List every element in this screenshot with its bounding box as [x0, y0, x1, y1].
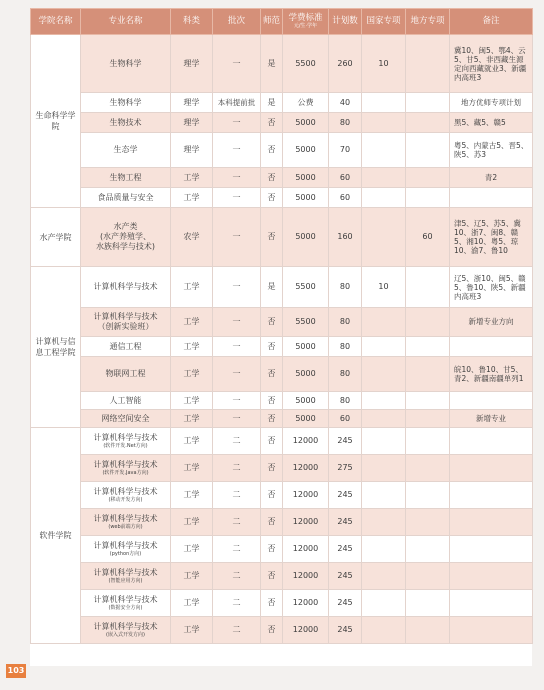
type-cell: 工学 [171, 392, 213, 410]
normal-cell: 是 [261, 35, 283, 93]
header-fee [283, 9, 329, 35]
national-cell: 10 [362, 35, 406, 93]
local-cell [406, 133, 450, 168]
type-cell: 工学 [171, 428, 213, 455]
note-cell [450, 337, 533, 357]
major-direction: (软件开发.Net方向) [103, 443, 148, 449]
batch-cell: 一 [213, 392, 261, 410]
major-cell: 人工智能 [81, 392, 171, 410]
type-cell: 工学 [171, 536, 213, 563]
fee-cell: 12000 [283, 482, 329, 509]
major-direction: (web前端方向) [108, 524, 143, 530]
type-cell: 工学 [171, 455, 213, 482]
local-cell [406, 93, 450, 113]
fee-cell: 5000 [283, 188, 329, 208]
table-row [31, 337, 533, 357]
normal-cell: 否 [261, 617, 283, 644]
plan-cell: 80 [329, 113, 362, 133]
local-cell [406, 428, 450, 455]
major-direction: (智能应用方向) [108, 578, 143, 584]
local-cell [406, 482, 450, 509]
table-row [31, 35, 533, 93]
note-cell [450, 455, 533, 482]
admissions-table-page [30, 8, 532, 666]
header-batch: 批次 [213, 9, 261, 35]
plan-cell: 80 [329, 267, 362, 308]
type-cell: 理学 [171, 35, 213, 93]
major-cell: 生物工程 [81, 168, 171, 188]
national-cell [362, 392, 406, 410]
table-row [31, 308, 533, 337]
normal-cell: 否 [261, 509, 283, 536]
major-cell [81, 428, 171, 455]
national-cell [362, 428, 406, 455]
national-cell [362, 133, 406, 168]
type-cell: 工学 [171, 357, 213, 392]
note-cell: 新增专业方向 [450, 308, 533, 337]
batch-cell: 一 [213, 168, 261, 188]
national-cell [362, 410, 406, 428]
local-cell [406, 617, 450, 644]
plan-cell: 245 [329, 482, 362, 509]
plan-cell: 80 [329, 357, 362, 392]
table-row [31, 536, 533, 563]
batch-cell: 二 [213, 563, 261, 590]
major-cell: 网络空间安全 [81, 410, 171, 428]
type-cell: 工学 [171, 590, 213, 617]
national-cell [362, 113, 406, 133]
normal-cell: 否 [261, 337, 283, 357]
major-cell [81, 208, 171, 267]
table-row [31, 133, 533, 168]
fee-cell: 5500 [283, 308, 329, 337]
major-cell [81, 482, 171, 509]
fee-cell: 12000 [283, 509, 329, 536]
note-cell: 皖10、鲁10、甘5、青2、新疆南疆单列1 [450, 357, 533, 392]
fee-cell: 公费 [283, 93, 329, 113]
fee-cell: 5000 [283, 208, 329, 267]
type-cell: 工学 [171, 482, 213, 509]
plan-cell: 40 [329, 93, 362, 113]
plan-cell: 245 [329, 428, 362, 455]
note-cell [450, 509, 533, 536]
fee-cell: 12000 [283, 617, 329, 644]
type-cell: 理学 [171, 93, 213, 113]
local-cell [406, 590, 450, 617]
fee-cell: 5000 [283, 337, 329, 357]
page-number: 103 [6, 664, 26, 678]
major-cell [81, 563, 171, 590]
major-line: 计算机科学与技术 [93, 622, 158, 631]
note-cell [450, 590, 533, 617]
normal-cell: 是 [261, 267, 283, 308]
plan-cell: 70 [329, 133, 362, 168]
major-direction: (python方向) [109, 551, 142, 557]
normal-cell: 否 [261, 188, 283, 208]
major-cell: 食品质量与安全 [81, 188, 171, 208]
normal-cell: 否 [261, 113, 283, 133]
batch-cell: 一 [213, 35, 261, 93]
national-cell [362, 509, 406, 536]
batch-cell: 一 [213, 133, 261, 168]
major-direction: (移动开发方向) [108, 497, 143, 503]
batch-cell: 二 [213, 536, 261, 563]
note-cell: 冀10、闽5、鄂4、云5、甘5、非西藏生源定向西藏就业3、新疆内高班3 [450, 35, 533, 93]
local-cell: 60 [406, 208, 450, 267]
fee-cell: 5000 [283, 357, 329, 392]
header-note: 备注 [450, 9, 533, 35]
major-cell [81, 617, 171, 644]
normal-cell: 否 [261, 208, 283, 267]
college-life-sciences: 生命科学学院 [31, 35, 81, 208]
note-cell [450, 536, 533, 563]
national-cell [362, 337, 406, 357]
fee-cell: 5500 [283, 35, 329, 93]
table-row [31, 617, 533, 644]
local-cell [406, 35, 450, 93]
major-line: 水族科学与技术) [95, 242, 156, 251]
normal-cell: 否 [261, 133, 283, 168]
note-cell [450, 482, 533, 509]
fee-cell: 12000 [283, 536, 329, 563]
note-cell: 津5、辽5、苏5、冀10、浙7、闽8、赣5、湘10、粤5、琼10、渝7、鲁10 [450, 208, 533, 267]
plan-cell: 260 [329, 35, 362, 93]
plan-cell: 245 [329, 590, 362, 617]
major-cell: 通信工程 [81, 337, 171, 357]
national-cell [362, 357, 406, 392]
table-row [31, 357, 533, 392]
college-aquaculture: 水产学院 [31, 208, 81, 267]
major-line: 计算机科学与技术 [93, 595, 158, 604]
batch-cell: 一 [213, 410, 261, 428]
table-row [31, 482, 533, 509]
fee-cell: 5000 [283, 168, 329, 188]
table-header-row [31, 9, 533, 35]
normal-cell: 否 [261, 357, 283, 392]
table-row [31, 208, 533, 267]
table-row [31, 113, 533, 133]
major-line: 计算机科学与技术 [93, 460, 158, 469]
major-line: 计算机科学与技术 [93, 541, 158, 550]
major-line: 水产类 [113, 222, 138, 231]
normal-cell: 否 [261, 590, 283, 617]
plan-cell: 245 [329, 536, 362, 563]
major-cell [81, 509, 171, 536]
header-national: 国家专项 [362, 9, 406, 35]
fee-cell: 5000 [283, 133, 329, 168]
batch-cell: 一 [213, 113, 261, 133]
batch-cell: 一 [213, 337, 261, 357]
table-row [31, 410, 533, 428]
note-cell: 青2 [450, 168, 533, 188]
type-cell: 工学 [171, 308, 213, 337]
table-row [31, 455, 533, 482]
batch-cell: 二 [213, 590, 261, 617]
table-row [31, 168, 533, 188]
fee-cell: 12000 [283, 563, 329, 590]
table-row [31, 509, 533, 536]
major-cell [81, 308, 171, 337]
local-cell [406, 113, 450, 133]
plan-cell: 245 [329, 617, 362, 644]
note-cell: 粤5、内蒙古5、晋5、陕5、苏3 [450, 133, 533, 168]
batch-cell: 二 [213, 482, 261, 509]
header-local: 地方专项 [406, 9, 450, 35]
normal-cell: 否 [261, 563, 283, 590]
table-row [31, 392, 533, 410]
note-cell: 地方优师专项计划 [450, 93, 533, 113]
major-line: 计算机科学与技术 [93, 514, 158, 523]
major-cell [81, 536, 171, 563]
college-software: 软件学院 [31, 428, 81, 644]
header-college: 学院名称 [31, 9, 81, 35]
plan-cell: 60 [329, 168, 362, 188]
note-cell [450, 428, 533, 455]
national-cell [362, 208, 406, 267]
header-fee-unit: 元/生·学年 [293, 23, 318, 29]
header-plan: 计划数 [329, 9, 362, 35]
major-line: 计算机科学与技术 [93, 487, 158, 496]
batch-cell: 一 [213, 208, 261, 267]
major-cell [81, 455, 171, 482]
national-cell [362, 536, 406, 563]
note-cell [450, 563, 533, 590]
major-cell: 生物科学 [81, 35, 171, 93]
batch-cell: 二 [213, 509, 261, 536]
major-line: 计算机科学与技术 [93, 433, 158, 442]
plan-cell: 60 [329, 188, 362, 208]
national-cell [362, 617, 406, 644]
fee-cell: 12000 [283, 455, 329, 482]
normal-cell: 否 [261, 455, 283, 482]
normal-cell: 否 [261, 308, 283, 337]
national-cell [362, 482, 406, 509]
national-cell [362, 308, 406, 337]
table-row [31, 93, 533, 113]
table-row [31, 590, 533, 617]
major-line: (水产养殖学、 [99, 232, 152, 241]
major-direction: (嵌入式开发方向) [106, 632, 145, 638]
batch-cell: 二 [213, 455, 261, 482]
batch-cell: 一 [213, 188, 261, 208]
type-cell: 农学 [171, 208, 213, 267]
header-major: 专业名称 [81, 9, 171, 35]
type-cell: 工学 [171, 509, 213, 536]
note-cell [450, 392, 533, 410]
normal-cell: 否 [261, 410, 283, 428]
national-cell: 10 [362, 267, 406, 308]
major-cell: 物联网工程 [81, 357, 171, 392]
major-cell: 生物技术 [81, 113, 171, 133]
type-cell: 理学 [171, 113, 213, 133]
national-cell [362, 590, 406, 617]
local-cell [406, 455, 450, 482]
local-cell [406, 308, 450, 337]
normal-cell: 是 [261, 93, 283, 113]
college-computer-info-eng: 计算机与信息工程学院 [31, 267, 81, 428]
header-fee-label: 学费标准 [288, 13, 323, 23]
type-cell: 工学 [171, 337, 213, 357]
note-cell: 辽5、浙10、闽5、赣5、鲁10、陕5、新疆内高班3 [450, 267, 533, 308]
header-type: 科类 [171, 9, 213, 35]
plan-cell: 245 [329, 509, 362, 536]
national-cell [362, 563, 406, 590]
fee-cell: 5000 [283, 392, 329, 410]
normal-cell: 否 [261, 536, 283, 563]
fee-cell: 5000 [283, 113, 329, 133]
table-row [31, 267, 533, 308]
local-cell [406, 410, 450, 428]
major-direction: (数据安全方向) [108, 605, 143, 611]
batch-cell: 一 [213, 357, 261, 392]
fee-cell: 12000 [283, 428, 329, 455]
local-cell [406, 267, 450, 308]
batch-cell: 一 [213, 308, 261, 337]
local-cell [406, 392, 450, 410]
plan-cell: 80 [329, 392, 362, 410]
local-cell [406, 536, 450, 563]
major-cell: 生态学 [81, 133, 171, 168]
normal-cell: 否 [261, 392, 283, 410]
national-cell [362, 188, 406, 208]
local-cell [406, 563, 450, 590]
note-cell [450, 617, 533, 644]
major-cell: 生物科学 [81, 93, 171, 113]
type-cell: 工学 [171, 188, 213, 208]
local-cell [406, 509, 450, 536]
type-cell: 理学 [171, 133, 213, 168]
plan-cell: 80 [329, 337, 362, 357]
major-cell: 计算机科学与技术 [81, 267, 171, 308]
normal-cell: 否 [261, 168, 283, 188]
type-cell: 工学 [171, 563, 213, 590]
major-cell [81, 590, 171, 617]
local-cell [406, 168, 450, 188]
major-direction: (软件开发.Java方向) [102, 470, 149, 476]
national-cell [362, 93, 406, 113]
plan-cell: 80 [329, 308, 362, 337]
plan-cell: 275 [329, 455, 362, 482]
major-line: 计算机科学与技术 [93, 312, 158, 321]
type-cell: 工学 [171, 168, 213, 188]
normal-cell: 否 [261, 482, 283, 509]
national-cell [362, 168, 406, 188]
fee-cell: 12000 [283, 590, 329, 617]
note-cell: 黑5、藏5、赣5 [450, 113, 533, 133]
local-cell [406, 357, 450, 392]
batch-cell: 二 [213, 617, 261, 644]
table-row [31, 563, 533, 590]
batch-cell: 二 [213, 428, 261, 455]
table-row [31, 188, 533, 208]
table-row [31, 428, 533, 455]
normal-cell: 否 [261, 428, 283, 455]
local-cell [406, 188, 450, 208]
fee-cell: 5000 [283, 410, 329, 428]
major-line: （创新实验班） [97, 322, 154, 331]
plan-cell: 160 [329, 208, 362, 267]
header-normal: 师范 [261, 9, 283, 35]
note-cell [450, 188, 533, 208]
type-cell: 工学 [171, 267, 213, 308]
type-cell: 工学 [171, 617, 213, 644]
major-line: 计算机科学与技术 [93, 568, 158, 577]
batch-cell: 本科提前批 [213, 93, 261, 113]
batch-cell: 一 [213, 267, 261, 308]
national-cell [362, 455, 406, 482]
admissions-plan-table [30, 8, 533, 644]
plan-cell: 245 [329, 563, 362, 590]
fee-cell: 5500 [283, 267, 329, 308]
note-cell: 新增专业 [450, 410, 533, 428]
local-cell [406, 337, 450, 357]
plan-cell: 60 [329, 410, 362, 428]
type-cell: 工学 [171, 410, 213, 428]
